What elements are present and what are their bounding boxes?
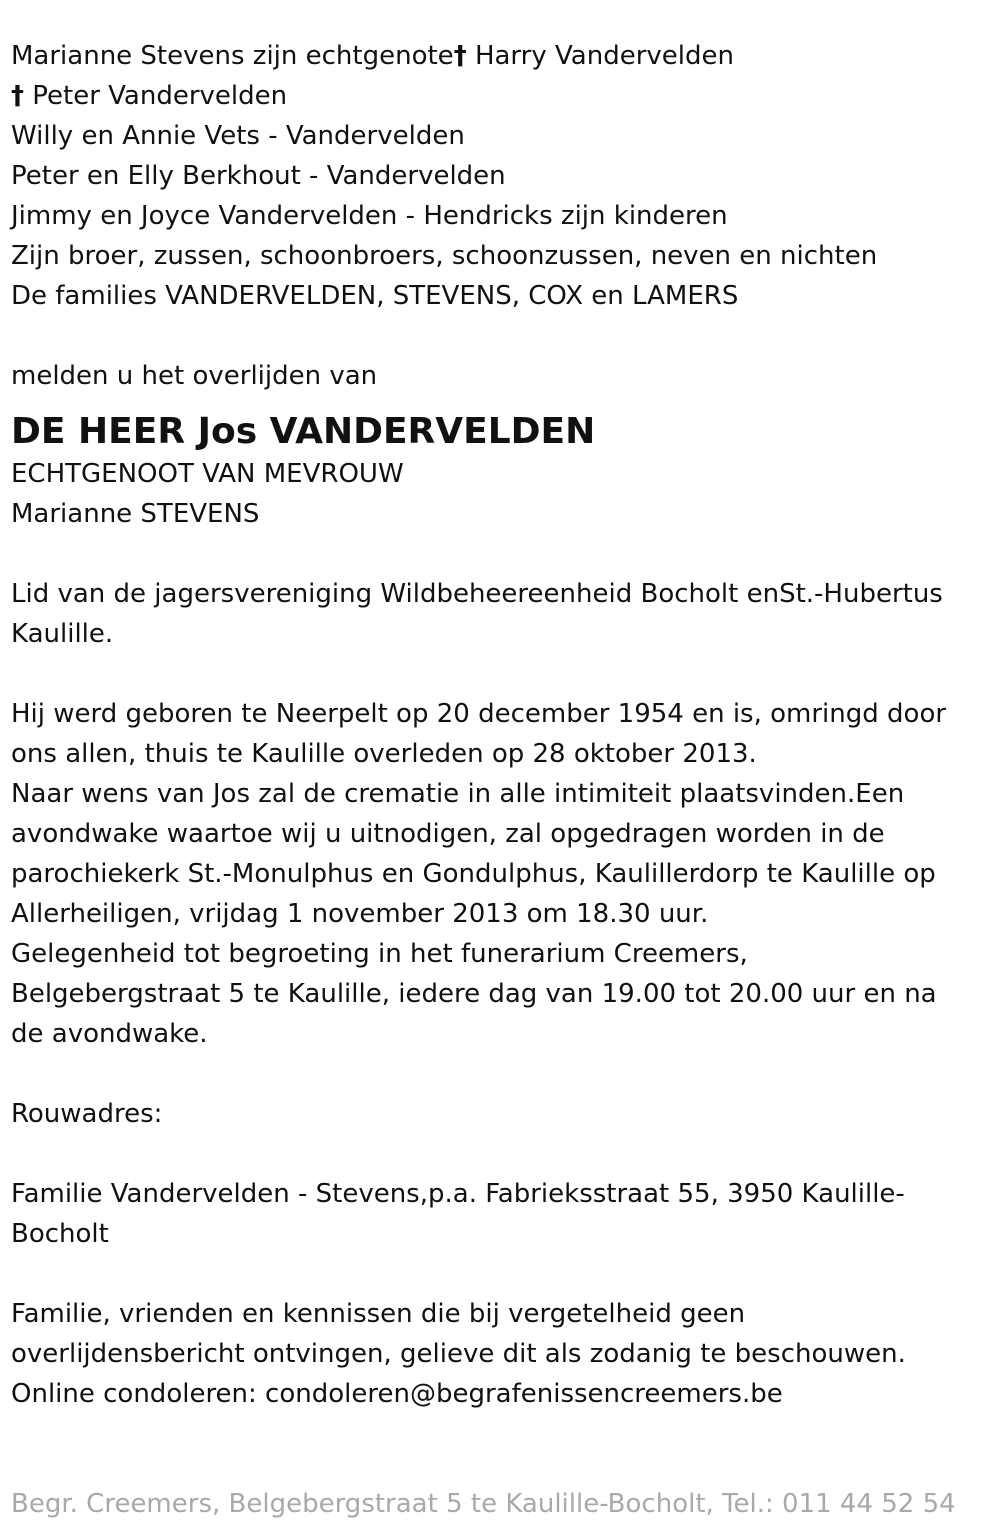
paragraph-line: parochiekerk St.-Monulphus en Gondulphus, Kaulillerdorp te Kaulille op [11,859,936,889]
paragraph-line: avondwake waartoe wij u uitnodigen, zal opgedragen worden in de [11,819,885,849]
spouse-name: Marianne STEVENS [11,499,260,529]
address-label: Rouwadres: [11,1099,163,1129]
family-line: De families VANDERVELDEN, STEVENS, COX en LAMERS [11,281,739,311]
announcement-text: melden u het overlijden van [11,361,378,391]
paragraph-line: Allerheiligen, vrijdag 1 november 2013 om 18.30 uur. [11,899,709,929]
cross-icon: † [11,81,24,111]
paragraph-line: Lid van de jagersvereniging Wildbeheereenheid Bocholt enSt.-Hubertus [11,579,943,609]
paragraph-line: Gelegenheid tot begroeting in het funerarium Creemers, [11,939,748,969]
family-line-spouse-text: Marianne Stevens zijn echtgenote [11,41,454,71]
paragraph-line: overlijdensbericht ontvingen, gelieve dit als zodanig te beschouwen. [11,1339,906,1369]
family-line-deceased-child [11,76,1000,116]
family-line: Zijn broer, zussen, schoonbroers, schoonzussen, neven en nichten [11,241,878,271]
paragraph-line: Familie, vrienden en kennissen die bij vergetelheid geen [11,1299,746,1329]
family-line: Peter en Elly Berkhout - Vandervelden [11,161,506,191]
family-list [11,36,1000,316]
condolence-line: Online condoleren: condoleren@begrafenissencreemers.be [11,1379,783,1409]
paragraph-line: ons allen, thuis te Kaulille overleden op 28 oktober 2013. [11,739,757,769]
deceased-name: DE HEER Jos VANDERVELDEN [11,411,596,452]
family-line-deceased-child-text: Peter Vandervelden [24,81,288,111]
paragraph-line: Naar wens van Jos zal de crematie in alle intimiteit plaatsvinden.Een [11,779,905,809]
address-line: Bocholt [11,1219,109,1249]
address-line: Familie Vandervelden - Stevens,p.a. Fabrieksstraat 55, 3950 Kaulille- [11,1179,905,1209]
details-paragraph [11,694,1000,1054]
family-line-spouse [11,36,1000,76]
deceased-title: ECHTGENOOT VAN MEVROUW [11,459,404,489]
paragraph-line: Belgebergstraat 5 te Kaulille, iedere dag van 19.00 tot 20.00 uur en na [11,979,937,1009]
address-block [11,1174,1000,1254]
footer-funeral-home: Begr. Creemers, Belgebergstraat 5 te Kaulille-Bocholt, Tel.: 011 44 52 54 [11,1489,956,1519]
paragraph-line: Kaulille. [11,619,114,649]
family-line-child-deceased: Harry Vandervelden [466,41,734,71]
paragraph-line: Hij werd geboren te Neerpelt op 20 december 1954 en is, omringd door [11,699,947,729]
membership-paragraph [11,574,1000,654]
family-line: Willy en Annie Vets - Vandervelden [11,121,465,151]
paragraph-line: de avondwake. [11,1019,208,1049]
closing-paragraph [11,1294,1000,1414]
cross-icon: † [453,41,467,71]
family-line: Jimmy en Joyce Vandervelden - Hendricks zijn kinderen [11,201,728,231]
